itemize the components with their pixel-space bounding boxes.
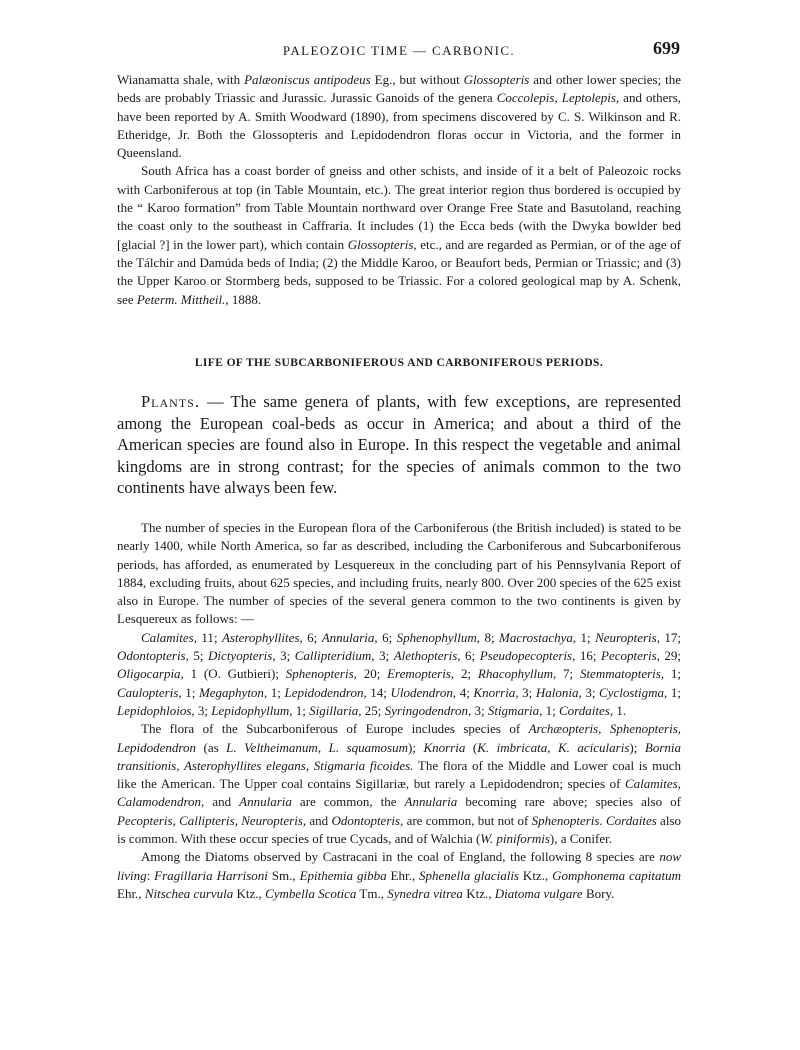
genus-count: 3 <box>474 702 481 718</box>
genus-count: 25 <box>364 702 378 718</box>
genus-entry: Ulodendron, 4; <box>390 684 474 700</box>
genus-count: 1 <box>580 629 588 645</box>
genus-name: Rhacophyllum <box>477 666 553 682</box>
genus-name: Pseudopecopteris <box>479 648 573 664</box>
genus-entry: Stemmatopteris, 1; <box>579 666 681 682</box>
genera-list <box>117 629 681 720</box>
genus-name: Sphenophyllum <box>396 629 477 645</box>
paragraph-diatoms: Among the Diatoms observed by Castracani in the coal of England, the following 8 species are now living: Fragillaria Harrisoni Sm., Epithemia gibba Ehr., Sphenella glacialis Ktz., Gomphonema capitatum Ehr., Nitschea curvula Ktz., Cymbella Scotica Tm., Synedra vitrea Ktz., Diatoma vulgare Bory. <box>117 849 682 901</box>
genus-name: Oligocarpia <box>117 666 181 682</box>
genus-count: 1 <box>270 684 278 700</box>
genus-entry: Callipteridium, 3; <box>294 648 394 664</box>
genus-name: Sigillaria <box>309 702 359 718</box>
genus-count: 1 <box>185 684 192 700</box>
genus-name: Cyclostigma <box>599 684 665 700</box>
genus-entry: Sigillaria, 25; <box>309 702 385 718</box>
genus-count: 1 <box>616 702 623 718</box>
genus-name: Knorria <box>473 684 516 700</box>
genus-entry: Macrostachya, 1; <box>498 629 596 645</box>
genus-count: 20 <box>363 666 377 682</box>
paragraph-south-africa: South Africa has a coast border of gneiss and other schists, and inside of it a belt of Paleozoic rocks with Carboniferous at top (in Table Mountain, etc.). The great interior region thus bordered is occupied by the “ Karoo formation” from Table Mountain northward over Orange Free State and Basutoland, reaching the coast only to the southeast in Caffraria. It includes (1) the Ecca beds (with the Dwyka bowlder bed [glacial ?] in the lower part), which contain Glossopteris, etc., and are regarded as Permian, or of the age of the Tálchir and Damúda beds of India; (2) the Middle Karoo, or Beaufort beds, Permian or Triassic; and (3) the Upper Karoo or Stormberg beds, supposed to be Triassic. For a colored geological map by A. Schenk, see Peterm. Mittheil., 1888. <box>117 163 681 307</box>
genus-name: Neuropteris <box>595 629 657 645</box>
genus-count: 1 (O. Gutbieri) <box>190 666 276 682</box>
genus-name: Lepidodendron <box>284 684 364 700</box>
body-text-upper <box>117 71 681 309</box>
genus-name: Halonia <box>535 684 579 700</box>
genus-name: Odontopteris <box>117 648 186 664</box>
genus-name: Lepidophyllum <box>211 702 290 718</box>
genus-entry: Cordaites, 1. <box>559 702 627 718</box>
body-text-lower <box>117 519 681 903</box>
genus-count: 3 <box>585 684 592 700</box>
paragraph-wianamatta: Wianamatta shale, with Palæoniscus antipodeus Eg., but without Glossopteris and other lower species; the beds are probably Triassic and Jurassic. Jurassic Ganoids of the genera Coccolepis, Leptolepis, and others, have been reported by A. Smith Woodward (1890), from specimens discovered by C. S. Wilkinson and R. Etheridge, Jr. Both the Glossopteris and Lepidodendron floras occur in Victoria, and the former in Queensland. <box>117 72 681 161</box>
genus-name: Pecopteris <box>601 648 657 664</box>
genus-name: Stemmatopteris <box>579 666 661 682</box>
genus-name: Dictyopteris <box>208 648 273 664</box>
genus-count: 29 <box>664 648 678 664</box>
genus-entry: Eremopteris, 2; <box>387 666 478 682</box>
genus-entry: Sphenopteris, 20; <box>285 666 388 682</box>
genus-count: 3 <box>280 648 287 664</box>
genus-entry: Caulopteris, 1; <box>117 684 199 700</box>
genus-entry: Lepidophyllum, 1; <box>211 702 310 718</box>
genus-entry: Alethopteris, 6; <box>393 648 480 664</box>
genus-entry: Stigmaria, 1; <box>487 702 559 718</box>
plants-lead: Plants. <box>141 392 200 411</box>
genus-name: Annularia <box>321 629 375 645</box>
plants-paragraph: Plants. — The same genera of plants, with few exceptions, are represented among the European coal-beds as occur in America; and about a third of the American species are found also in Europe. In this respect the vegetable and animal kingdoms are in strong contrast; for the species of animals common to the two continents have always been few. <box>117 392 681 498</box>
genus-count: 16 <box>579 648 593 664</box>
section-heading: LIFE OF THE SUBCARBONIFEROUS AND CARBONIFEROUS PERIODS. <box>194 357 604 369</box>
genus-count: 1 <box>295 702 303 718</box>
genus-count: 11 <box>201 629 214 645</box>
genus-name: Ulodendron <box>390 684 453 700</box>
genus-name: Megaphyton <box>198 684 264 700</box>
genus-name: Caulopteris <box>117 684 179 700</box>
genus-count: 6 <box>465 648 472 664</box>
genus-entry: Neuropteris, 17; <box>595 629 682 645</box>
genus-count: 14 <box>370 684 384 700</box>
genus-entry: Knorria, 3; <box>473 684 536 700</box>
genus-entry: Pecopteris, 29; <box>601 648 682 664</box>
genus-entry: Oligocarpia, 1 (O. Gutbieri); <box>117 666 286 682</box>
genus-name: Lepidophloios <box>117 702 192 718</box>
genus-entry: Asterophyllites, 6; <box>221 629 322 645</box>
genus-count: 3 <box>522 684 529 700</box>
genus-count: 6 <box>382 629 389 645</box>
genus-count: 2 <box>460 666 468 682</box>
genus-entry: Calamites, 11; <box>141 629 222 645</box>
genus-entry: Odontopteris, 5; <box>117 648 209 664</box>
genus-count: 4 <box>459 684 467 700</box>
genus-name: Sphenopteris <box>285 666 354 682</box>
genus-entry: Sphenophyllum, 8; <box>396 629 499 645</box>
genus-entry: Pseudopecopteris, 16; <box>479 648 602 664</box>
genus-name: Cordaites <box>559 702 610 718</box>
genus-entry: Annularia, 6; <box>321 629 397 645</box>
genus-entry: Lepidodendron, 14; <box>284 684 391 700</box>
genus-name: Calamites <box>141 629 194 645</box>
genus-entry: Megaphyton, 1; <box>198 684 285 700</box>
genus-name: Eremopteris <box>387 666 451 682</box>
page-number: 699 <box>653 38 680 58</box>
genus-entry: Cyclostigma, 1; <box>599 684 681 700</box>
genus-entry: Dictyopteris, 3; <box>208 648 295 664</box>
genus-count: 1 <box>670 684 678 700</box>
paragraph-species-count: The number of species in the European flora of the Carboniferous (the British included) is stated to be nearly 1400, while North America, so far as described, including the Carboniferous and Subcarboniferous periods, has afforded, as enumerated by Lesquereux in the concluding part of his Pennsylvania Report of 1884, excluding fruits, about 625 species, and including fruits, nearly 800. Over 200 species of the 625 exist also in Europe. The number of species of the several genera common to the two continents is given by Lesquereux as follows: — <box>117 520 681 627</box>
genus-count: 3 <box>379 648 386 664</box>
genus-entry: Halonia, 3; <box>535 684 600 700</box>
genus-count: 17 <box>664 629 678 645</box>
genus-name: Callipteridium <box>294 648 372 664</box>
genus-count: 7 <box>563 666 570 682</box>
genus-count: 6 <box>307 629 314 645</box>
genus-name: Syringodendron <box>384 702 468 718</box>
page-header <box>118 38 680 62</box>
genus-entry: Syringodendron, 3; <box>384 702 488 718</box>
running-head: PALEOZOIC TIME — CARBONIC. <box>282 43 516 58</box>
genus-entry: Rhacophyllum, 7; <box>477 666 580 682</box>
genus-count: 1 <box>670 666 678 682</box>
genus-name: Alethopteris <box>393 648 458 664</box>
genus-name: Macrostachya <box>498 629 573 645</box>
genus-count: 5 <box>193 648 200 664</box>
genus-entry: Lepidophloios, 3; <box>117 702 212 718</box>
genus-name: Stigmaria <box>487 702 540 718</box>
genus-count: 3 <box>197 702 205 718</box>
genus-name: Asterophyllites <box>221 629 300 645</box>
paragraph-subcarboniferous-flora: The flora of the Subcarboniferous of Europe includes species of Archæopteris, Sphenopteris, Lepidodendron (as L. Veltheimanum, L. squamosum); Knorria (K. imbricata, K. acicularis); Bornia transitionis, Asterophyllites elegans, Stigmaria ficoides. The flora of the Middle and Lower coal is much like the American. The Upper coal contains Sigillariæ, but rarely a Lepidodendron; species of Calamites, Calamodendron, and Annularia are common, the Annularia becoming rare above; species also of Pecopteris, Callipteris, Neuropteris, and Odontopteris, are common, but not of Sphenopteris. Cordaites also is common. With these occur species of true Cycads, and of Walchia (W. piniformis), a Conifer. <box>117 721 682 847</box>
genus-count: 8 <box>484 629 491 645</box>
genus-count: 1 <box>545 702 553 718</box>
